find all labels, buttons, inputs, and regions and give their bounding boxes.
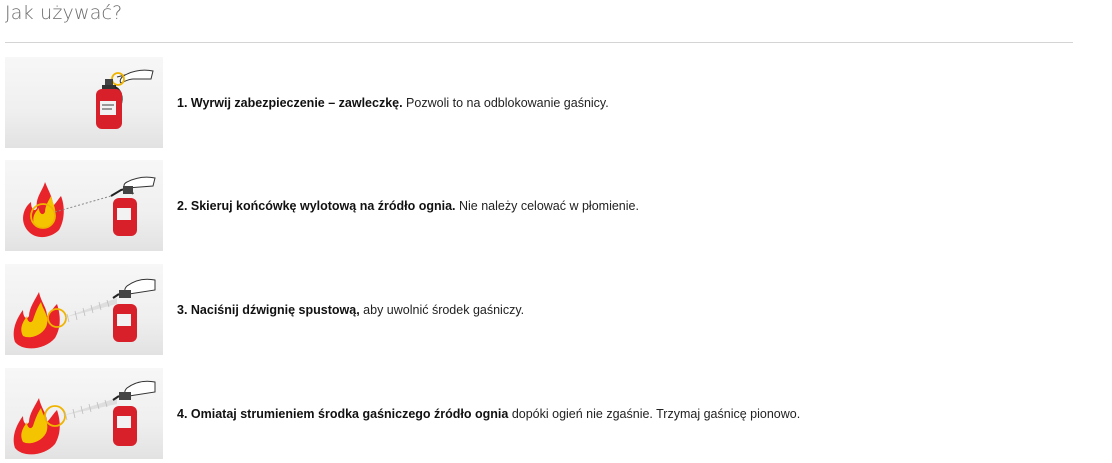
extinguisher-aim-icon [5,160,163,251]
step-2 [5,160,1073,251]
step-1-title: 1. Wyrwij zabezpieczenie – zawleczkę. [177,95,403,110]
step-3-text [177,264,524,355]
page-title: Jak używać? [5,2,123,24]
step-4 [5,368,1073,459]
extinguisher-squeeze-icon [5,264,163,355]
step-2-text [177,160,639,251]
step-4-description: dopóki ogień nie zgaśnie. Trzymaj gaśnicę pionowo. [508,406,801,421]
step-1-text [177,57,609,148]
title-divider [5,42,1073,43]
step-4-text [177,368,800,459]
step-4-title: 4. Omiataj strumieniem środka gaśniczego źródło ognia [177,406,509,421]
step-3 [5,264,1073,355]
step-3-title: 3. Naciśnij dźwignię spustową, [177,302,360,317]
step-2-title: 2. Skieruj końcówkę wylotową na źródło ognia. [177,198,456,213]
extinguisher-pin-icon [5,57,163,148]
step-3-description: aby uwolnić środek gaśniczy. [359,302,525,317]
step-2-description: Nie należy celować w płomienie. [455,198,639,213]
extinguisher-sweep-icon [5,368,163,459]
step-1 [5,57,1073,148]
step-1-description: Pozwoli to na odblokowanie gaśnicy. [402,95,609,110]
